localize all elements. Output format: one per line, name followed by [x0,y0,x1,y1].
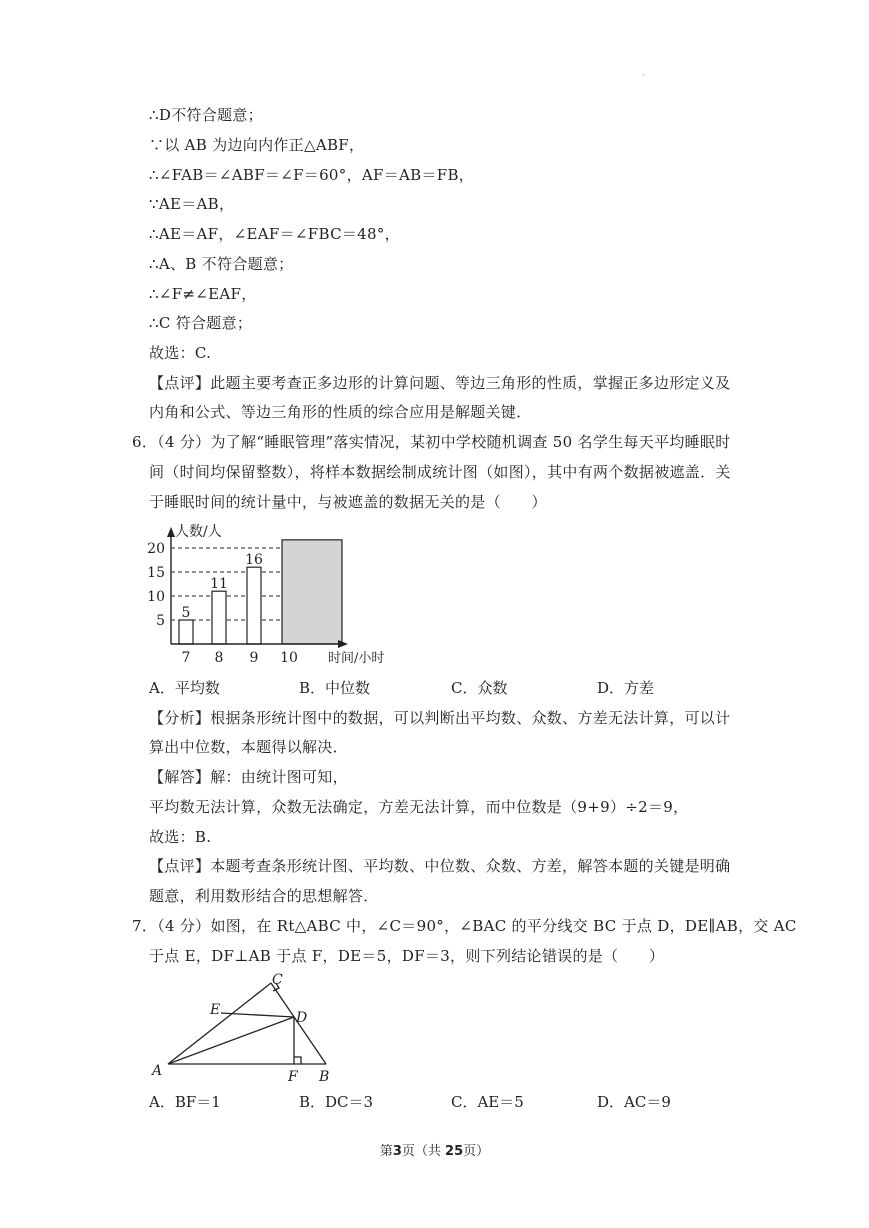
footer-mid: 页（共 [401,1144,446,1159]
q7-option-d[interactable]: D．AC＝9 [597,1093,671,1111]
question-6-stem: 于睡眠时间的统计量中，与被遮盖的数据无关的是（ ） [149,493,547,511]
analysis-line: 算出中位数，本题得以解决． [149,738,348,756]
x-axis-arrow [338,640,348,648]
q6-option-b[interactable]: B．中位数 [299,679,371,697]
question-7-stem: 于点 E，DF⊥AB 于点 F，DE＝5，DF＝3，则下列结论错误的是（ ） [149,947,665,965]
label-a: A [152,1063,163,1079]
y-tick-label: 10 [147,589,165,605]
x-tick-label: 10 [280,650,298,666]
comment-line: 内角和公式、等边三角形的性质的综合应用是解题关键． [149,403,532,421]
bar-label: 16 [245,552,263,569]
q7-option-b[interactable]: B．DC＝3 [299,1093,374,1111]
question-6-stem: 6．（4 分）为了解“睡眠管理”落实情况，某初中学校随机调查 50 名学生每天平均睡眠时 [132,433,731,451]
x-tick-label: 7 [181,650,191,666]
question-6-stem: 间（时间均保留整数），将样本数据绘制成统计图（如图），其中有两个数据被遮盖．关 [149,463,731,481]
y-axis-title: 人数/人 [175,524,222,540]
y-axis-arrow [167,527,175,537]
sleep-bar-chart [147,522,400,670]
q6-option-d[interactable]: D．方差 [597,679,655,697]
label-f: F [288,1069,298,1085]
label-b: B [319,1069,330,1085]
answer-line: 【解答】解：由统计图可知， [149,768,348,786]
x-tick-label: 8 [214,650,224,666]
comment-line: 【点评】本题考查条形统计图、平均数、中位数、众数、方差，解答本题的关键是明确 [149,857,731,875]
cover-block [282,540,342,644]
x-axis-title: 时间/小时 [328,651,385,666]
segment-ed [221,1013,294,1017]
bar [247,567,261,644]
q6-option-c[interactable]: C．众数 [451,679,508,697]
y-tick-label: 20 [147,541,165,557]
comment-line: 题意，利用数形结合的思想解答． [149,887,379,905]
text-line: 故选：C. [149,344,212,362]
x-tick-label: 9 [249,650,259,666]
text-line: ∵AE＝AB， [149,195,235,213]
footer-total: 25 [445,1144,464,1159]
label-d: D [296,1010,308,1026]
text-line: ∴∠F≠∠EAF， [149,285,257,303]
footer-prefix: 第 [379,1144,393,1159]
page-footer [0,1140,869,1159]
label-e: E [210,1002,221,1018]
footer-suffix: 页） [463,1144,490,1159]
top-mark: · [642,71,645,80]
answer-line: 平均数无法计算，众数无法确定，方差无法计算，而中位数是（9+9）÷2＝9， [149,798,689,816]
right-angle-f [294,1057,301,1064]
text-line: ∴A、B 不符合题意； [149,255,294,273]
label-c: C [272,972,283,988]
text-line: ∴C 符合题意； [149,314,253,332]
text-line: ∵以 AB 为边向内作正△ABF， [149,136,365,154]
text-line: ∴∠FAB＝∠ABF＝∠F＝60°，AF＝AB＝FB， [149,166,475,184]
segment-ad [168,1017,294,1064]
text-line: ∴AE＝AF，∠EAF＝∠FBC＝48°， [149,225,400,243]
bar [179,620,193,644]
segment-ac [168,983,271,1064]
bar-label: 5 [181,605,191,621]
comment-line: 【点评】此题主要考查正多边形的计算问题、等边三角形的性质，掌握正多边形定义及 [149,374,731,392]
bar [212,591,226,644]
q7-option-c[interactable]: C．AE＝5 [451,1093,524,1111]
answer-line: 故选：B. [149,828,212,846]
bar-label: 11 [210,576,228,593]
text-line: ∴D不符合题意； [149,106,263,124]
footer-page: 3 [392,1144,402,1159]
analysis-line: 【分析】根据条形统计图中的数据，可以判断出平均数、众数、方差无法计算，可以计 [149,709,731,727]
q7-option-a[interactable]: A．BF＝1 [149,1093,221,1111]
y-tick-label: 5 [156,613,165,629]
question-7-stem: 7．（4 分）如图，在 Rt△ABC 中，∠C＝90°，∠BAC 的平分线交 BC 于点 D，DE∥AB，交 AC [132,917,797,935]
triangle-figure [148,972,338,1084]
q6-option-a[interactable]: A．平均数 [149,679,220,697]
y-tick-label: 15 [147,565,165,581]
